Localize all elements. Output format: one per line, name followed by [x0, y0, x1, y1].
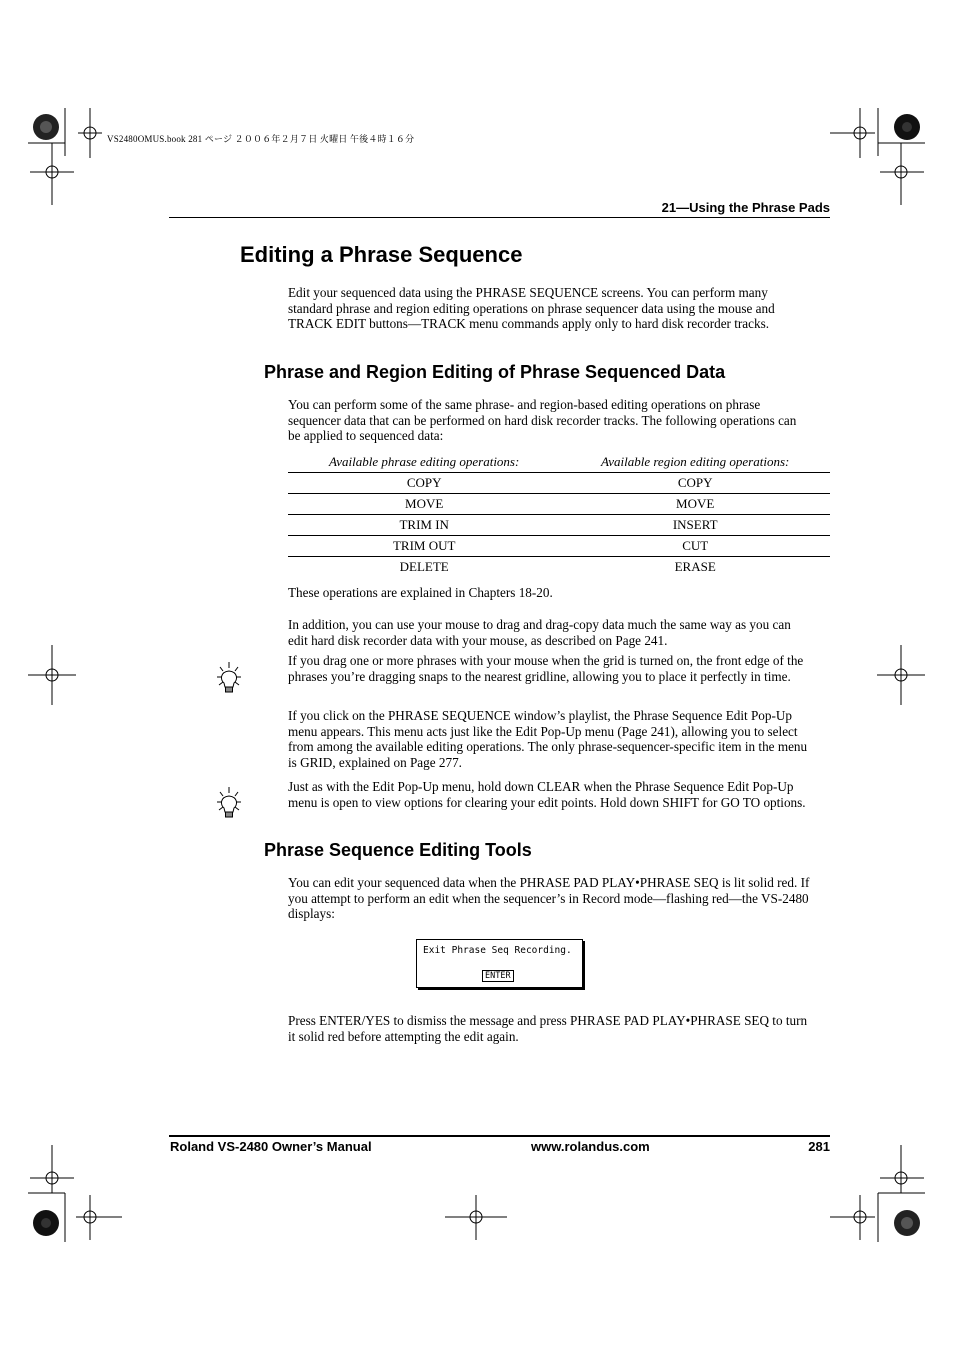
mouse-drag-paragraph: In addition, you can use your mouse to drag and drag-copy data much the same way as you can edit hard disk recorder data with your mouse, as described on Page 241. — [288, 617, 791, 648]
section1-paragraph: You can perform some of the same phrase- and region-based editing operations on phrase sequencer data that can be performed on hard disk recorder tracks. The following operations can be applied to sequenced data: — [288, 397, 797, 444]
table-row — [288, 494, 830, 515]
lightbulb-tip-icon — [213, 660, 245, 696]
table-cell: CUT — [560, 536, 830, 557]
table-header-phrase: Available phrase editing operations: — [288, 451, 560, 473]
table-row — [288, 515, 830, 536]
section-heading-editing-tools: Phrase Sequence Editing Tools — [264, 840, 532, 860]
footer-url: www.rolandus.com — [531, 1139, 650, 1154]
lcd-message-screen — [416, 939, 583, 988]
intro-paragraph: Edit your sequenced data using the PHRASE SEQUENCE screens. You can perform many standard phrase and region editing operations on phrase sequencer data using the mouse and TRACK EDIT buttons—TRACK menu commands apply only to hard disk recorder tracks. — [288, 285, 775, 332]
popup-menu-paragraph: If you click on the PHRASE SEQUENCE window’s playlist, the Phrase Sequence Edit Pop-Up menu appears. This menu acts just like the Edit Pop-Up menu (Page 241), allowing you to select from among the available editing operations. The only phrase-sequencer-specific item in the menu is GRID, explained on Page 277. — [288, 708, 808, 771]
page-title: Editing a Phrase Sequence — [240, 242, 523, 267]
header-rule — [169, 217, 830, 218]
enter-yes-paragraph: Press ENTER/YES to dismiss the message and press PHRASE PAD PLAY•PHRASE SEQ to turn it solid red before attempting the edit again. — [288, 1013, 808, 1044]
section-heading-region-editing: Phrase and Region Editing of Phrase Sequenced Data — [264, 362, 726, 382]
table-cell: COPY — [560, 473, 830, 494]
chapters-note: These operations are explained in Chapters 18-20. — [288, 585, 553, 600]
table-row — [288, 473, 830, 494]
print-metadata: VS2480OMUS.book 281 ページ ２００６年２月７日 火曜日 午後４時１６分 — [107, 134, 415, 144]
table-cell: MOVE — [288, 494, 560, 515]
table-row — [288, 557, 830, 578]
table-cell: DELETE — [399, 559, 449, 574]
lcd-enter-button: ENTER — [482, 970, 514, 982]
table-cell: COPY — [288, 473, 560, 494]
footer-rule — [169, 1135, 830, 1137]
table-cell: TRIM OUT — [288, 536, 560, 557]
running-head: 21—Using the Phrase Pads — [661, 200, 830, 215]
table-cell: MOVE — [560, 494, 830, 515]
table-cell: INSERT — [560, 515, 830, 536]
table-row — [288, 536, 830, 557]
page-number: 281 — [808, 1139, 830, 1154]
lcd-message: Exit Phrase Seq Recording. — [423, 945, 572, 956]
table-cell: ERASE — [674, 559, 716, 574]
table-header-region: Available region editing operations: — [560, 451, 830, 473]
footer-manual-title: Roland VS-2480 Owner’s Manual — [170, 1139, 372, 1154]
table-cell: TRIM IN — [288, 515, 560, 536]
tip-clear-shift: Just as with the Edit Pop-Up menu, hold down CLEAR when the Phrase Sequence Edit Pop-Up menu is open to view options for clearing your edit points. Hold down SHIFT for GO TO options. — [288, 779, 806, 810]
section2-paragraph: You can edit your sequenced data when the PHRASE PAD PLAY•PHRASE SEQ is lit solid red. If you attempt to perform an edit when the sequencer’s in Record mode—flashing red—the VS-2480 displays: — [288, 875, 810, 922]
lightbulb-tip-icon — [213, 785, 245, 821]
operations-table — [288, 451, 830, 577]
tip-grid-snap: If you drag one or more phrases with your mouse when the grid is turned on, the front edge of the phrases you’re dragging snaps to the nearest gridline, allowing you to place it perfectly in time. — [288, 653, 804, 684]
